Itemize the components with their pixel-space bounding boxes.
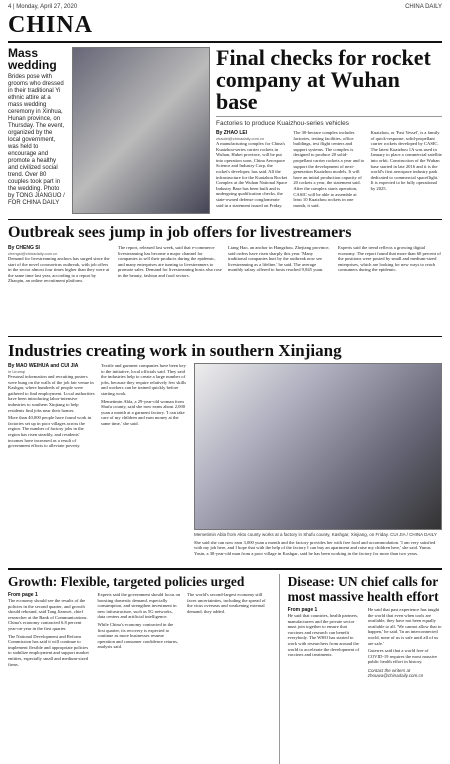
xinjiang-text-3: Textile and garment companies have been key to the initiative, local officials said. They said the industries help to create a large number of jobs, because they require relatively few skills and workers can be trained quickly before starting work. xyxy=(101,363,187,396)
final-checks-text-3: Kuaizhou, or 'Fast Vessel', is a family of quick-response, solid-propellant carrier rockets developed by CASIC. The latest Kuaizhou 1A was used in January to place a commercial satellite into orbit. Construction of the Wuhan base started in late 2016 and it is the world's first aerospace industry park dedicated to commercial spaceflight. It is expected to be fully operational by 2025. xyxy=(370,130,442,191)
growth-article xyxy=(8,574,271,764)
mass-wedding-photo xyxy=(72,47,210,214)
disease-article xyxy=(288,574,442,764)
xinjiang-text-4: Memetimin Abla, a 29-year-old woman from Shufu county, said she now earns about 2,000 yuan a month at a garment factory. 'I can take care of my children and earn money at the same time,' she said. xyxy=(101,398,186,426)
growth-col-1 xyxy=(8,592,92,667)
outbreak-col-4 xyxy=(338,245,442,284)
growth-col-3 xyxy=(187,592,271,667)
xinjiang-right-text: She said she can now earn 3,000 yuan a month and the factory provides her with free food and accommodation. 'I am very satisfied with my job here, and I hope that with the help of the factory I can buy an apartment and raise my children here,' she said. Yunus Yasin, a 38-year-old man from a poor village in Kashgar, said he has been working in the factory for more than two years. xyxy=(194,539,436,556)
outbreak-article xyxy=(8,224,442,334)
outbreak-text-3: Liang Hao, an anchor in Hangzhou, Zhejiang province, said orders have risen sharply this year. 'Many traditional companies hurt by the outbreak now see livestreaming as a lifeline,' he said. The average monthly salary offered to hosts reached 9,845 yuan. xyxy=(228,245,330,273)
xinjiang-headline: Industries creating work in southern Xinjiang xyxy=(8,341,342,360)
divider xyxy=(8,219,442,220)
final-checks-email: zhaolei@chinadaily.com.cn xyxy=(216,136,265,141)
outbreak-col-3 xyxy=(228,245,332,284)
growth-from: From page 1 xyxy=(8,592,38,598)
final-checks-headline: Final checks for rocket company at Wuhan base xyxy=(216,45,431,114)
final-checks-body xyxy=(216,130,442,208)
paper-name: CHINA DAILY xyxy=(405,4,442,10)
final-checks-col-3 xyxy=(371,130,442,208)
xinjiang-byline: By MAO WEIHUA and CUI JIA xyxy=(8,363,79,369)
disease-body xyxy=(288,607,442,678)
growth-headline: Growth: Flexible, targeted policies urged xyxy=(8,574,245,589)
top-block xyxy=(8,47,442,217)
disease-col-1 xyxy=(288,607,362,678)
xinjiang-photo-block xyxy=(194,363,442,556)
mass-wedding-sidebar xyxy=(8,47,66,217)
outbreak-col-1 xyxy=(8,245,112,284)
outbreak-headline: Outbreak sees jump in job offers for livestreamers xyxy=(8,224,352,241)
divider xyxy=(8,568,442,570)
final-checks-byline: By ZHAO LEI xyxy=(216,130,248,136)
disease-headline: Disease: UN chief calls for most massive health effort xyxy=(287,574,439,604)
xinjiang-columns xyxy=(8,363,188,449)
xinjiang-col-2 xyxy=(101,363,188,449)
growth-text-1: The economy should see the results of the policies in the second quarter, and growth should rebound, said Tang Jianwei, chief researcher at the Bank of Communications. China's economy contracted 6.8 percent year-on-year in the first quarter. xyxy=(8,598,88,631)
final-checks-text-2: The 30-hectare complex includes factories, testing facilities, office buildings, test flight centers and support systems. The complex is designed to produce 20 solid-propellant carrier rockets a year and to support the development of next-generation Kuaizhou models. It will have an initial production capacity of 20 rockets a year, the statement said. After the complex starts operation, CASIC will be able to assemble at least 10 Kuaizhou rockets in one month, it said. xyxy=(293,130,365,208)
growth-body xyxy=(8,592,271,667)
final-checks-article xyxy=(216,47,442,217)
page-header xyxy=(8,4,442,10)
growth-text-3: Experts said the government should focus on boosting domestic demand, especially consumption, and strengthen investment in new infrastructure, such as 5G networks, data centers and artificial intelligence. xyxy=(97,592,181,620)
page-date: 4 | Monday, April 27, 2020 xyxy=(8,4,78,10)
final-checks-text-1: A manufacturing complex for China's Kuaizhou-series carrier rockets in Wuhan, Hubei province, will be put into operation soon, China Aerospace Science and Industry Corp, the rocket's developer, has said. All the infrastructure for the Kuaizhou Rocket Complex at the Wuhan National Space Industry Base has been built and is undergoing qualification checks, the state-owned defense conglomerate said in a statement issued on Friday. xyxy=(216,141,288,208)
bottom-block xyxy=(8,574,442,764)
disease-col-2 xyxy=(368,607,442,678)
growth-text-4: While China's economy contracted in the first quarter, its recovery is expected to continue as more businesses resume operation and consumer confidence returns, analysts said. xyxy=(97,621,179,650)
outbreak-col-2 xyxy=(118,245,222,284)
section-rule xyxy=(8,41,442,43)
divider xyxy=(216,116,442,117)
growth-col-2 xyxy=(98,592,182,667)
disease-contact: Contact the writers at zhouwa@chinadaily.com.cn xyxy=(367,667,424,678)
xinjiang-text-1: Personal information and recruiting posters were hung on the walls of the job fair venue in Kashgar, where hundreds of people were gathered to find employment. Local authorities have been introducing labor-intensive industries to southern Xinjiang to help residents find jobs near their homes. xyxy=(8,374,95,413)
section-title: CHINA xyxy=(8,12,94,38)
xinjiang-article xyxy=(8,341,442,566)
final-checks-col-2 xyxy=(293,130,364,208)
disease-text-3: Guterres said that a world free of COVID-19 requires the most massive public health effort in history. xyxy=(367,648,438,665)
xinjiang-body xyxy=(8,363,442,556)
outbreak-text-4: Experts said the trend reflects a growing digital economy. The report found that more than 60 percent of the positions were posted by small and medium-sized enterprises, which are looking for new ways to reach consumers during the epidemic. xyxy=(338,245,441,273)
xinjiang-location: in Urumqi xyxy=(8,369,26,374)
column-divider xyxy=(279,574,280,764)
growth-text-5: The world's second-largest economy still faces uncertainties, including the spread of the virus overseas and weakening external demand, they added. xyxy=(187,592,266,614)
outbreak-byline: By CHENG SI xyxy=(8,245,40,251)
final-checks-col-1 xyxy=(216,130,287,208)
disease-from: From page 1 xyxy=(287,607,318,613)
outbreak-text-2: The report, released last week, said that e-commerce livestreaming has become a major channel for companies to sell their products during the epidemic, and many enterprises are turning to livestreamers to promote sales. Demand for livestreaming hosts also rose in the beauty, fashion and food sectors. xyxy=(118,245,222,278)
xinjiang-photo-caption: Memetimin Abla from Akto county works at a factory in Shufu county, Kashgar, Xinjiang, on Friday. CUI JIA / CHINA DAILY xyxy=(194,532,437,537)
xinjiang-text-2: More than 40,000 people have found work in factories set up in poor villages across the region. The number of factory jobs in the region has risen steadily, and residents' incomes have increased as a result of government efforts to alleviate poverty. xyxy=(8,415,92,449)
xinjiang-text-block xyxy=(8,363,188,556)
outbreak-body xyxy=(8,245,442,284)
mass-wedding-title: Mass wedding xyxy=(8,46,57,72)
xinjiang-col-1 xyxy=(8,363,95,449)
disease-text-1: He said that countries, health partners, manufacturers and the private sector must join together to ensure that vaccines and research can benefit everybody. The WHO has started to work with researchers from around the world to accelerate the development of vaccines and treatments. xyxy=(287,613,360,658)
growth-text-2: The National Development and Reform Commission has said it will continue to implement flexible and appropriate policies to stabilize employment and support market entities, especially small and medium-sized firms. xyxy=(8,633,89,667)
disease-text-2: He said that past experience has taught the world that even when tools are available, they have not been equally available to all. 'We cannot allow that to happen,' he said. 'In an interconnected world, none of us is safe until all of us are safe.' xyxy=(367,607,442,646)
mass-wedding-text: Brides pose with grooms who dressed in their traditional Yi ethnic attire at a mass wedding ceremony in Xinhua, Hunan province, on Thursday. The event, organized by the local government, was held to encourage and promote a healthy and civilized social trend. Over 80 couples took part in the wedding. Photo by TONG JIANGUO / FOR CHINA DAILY xyxy=(8,74,65,206)
outbreak-text-1: Demand for livestreaming anchors has surged since the start of the novel coronavirus outbreak, with job offers in the sector almost four times higher than they were at the same time last year, according to a report by Zhaopin, an online recruitment platform. xyxy=(8,256,110,284)
final-checks-subhead: Factories to produce Kuaizhou-series vehicles xyxy=(216,120,349,127)
xinjiang-photo xyxy=(194,363,442,530)
outbreak-email: chengsi@chinadaily.com.cn xyxy=(8,251,58,256)
divider xyxy=(8,336,442,337)
